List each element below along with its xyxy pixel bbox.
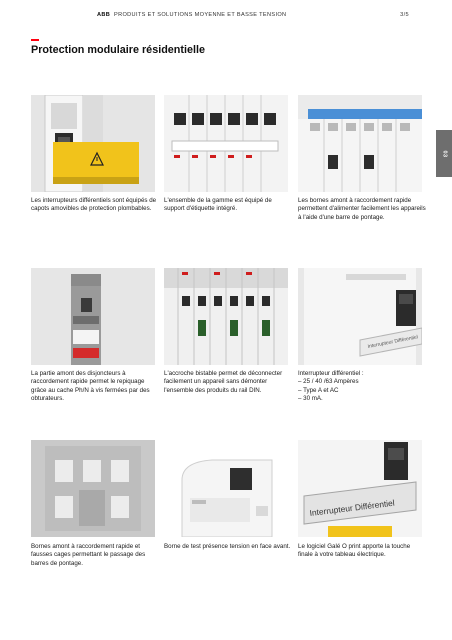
caption-7: Bornes amont à raccordement rapide et fausses cages permettant le passage des barres de pontage. — [31, 543, 146, 567]
caption-6 — [298, 370, 426, 403]
header-subtitle: PRODUITS ET SOLUTIONS MOYENNE ET BASSE TENSION — [114, 12, 287, 18]
page-number: 3/5 — [400, 12, 409, 18]
list-item: – Type A et AC — [298, 387, 426, 395]
section-tab-label: 03 — [440, 150, 447, 157]
photo-range-labels — [164, 95, 288, 192]
list-item: – 30 mA. — [298, 395, 426, 403]
title-accent-bar — [31, 39, 39, 41]
photo-rcd-yellow-cover — [31, 95, 155, 192]
photo-test-terminal — [164, 440, 288, 537]
photo-din-rail-row — [164, 268, 288, 365]
caption-8: Borne de test présence tension en face avant. — [164, 543, 291, 550]
caption-9: Le logiciel Galé O print apporte la touche finale à votre tableau électrique. — [298, 543, 411, 559]
caption-6-list — [298, 378, 426, 403]
label-strip-text: Interrupteur Différentiel — [367, 334, 419, 350]
photo-rcd-label — [298, 268, 422, 365]
caption-2: L'ensemble de la gamme est équipé de support d'étiquette intégré. — [164, 197, 272, 213]
photo-printed-label — [298, 440, 422, 537]
caption-6-title: Interrupteur différentiel : — [298, 370, 364, 377]
caption-3: Les bornes amont à raccordement rapide permettent d'alimenter facilement les appareils à l'aide d'une barre de pontage. — [298, 197, 426, 221]
list-item: – 25 / 40 /63 Ampères — [298, 378, 426, 386]
photo-terminal-cages — [31, 440, 155, 537]
label-strip-text-large: Interrupteur Différentiel — [309, 497, 396, 518]
section-tab — [436, 130, 452, 177]
page-title: Protection modulaire résidentielle — [31, 44, 205, 56]
photo-breaker-upstream — [31, 268, 155, 365]
caption-4: La partie amont des disjoncteurs à raccordement rapide permet le repiquage grâce au cache Ph/N à vis fermées par des obturateurs. — [31, 370, 150, 402]
photo-busbar-terminals — [298, 95, 422, 192]
page-header — [0, 12, 452, 24]
brand-name: ABB — [97, 12, 111, 18]
caption-1: Les interrupteurs différentiels sont équipés de capots amovibles de protection plombables. — [31, 197, 157, 213]
caption-5: L'accroche bistable permet de déconnecter facilement un appareil sans démonter l'ensemble des produits du rail DIN. — [164, 370, 283, 394]
